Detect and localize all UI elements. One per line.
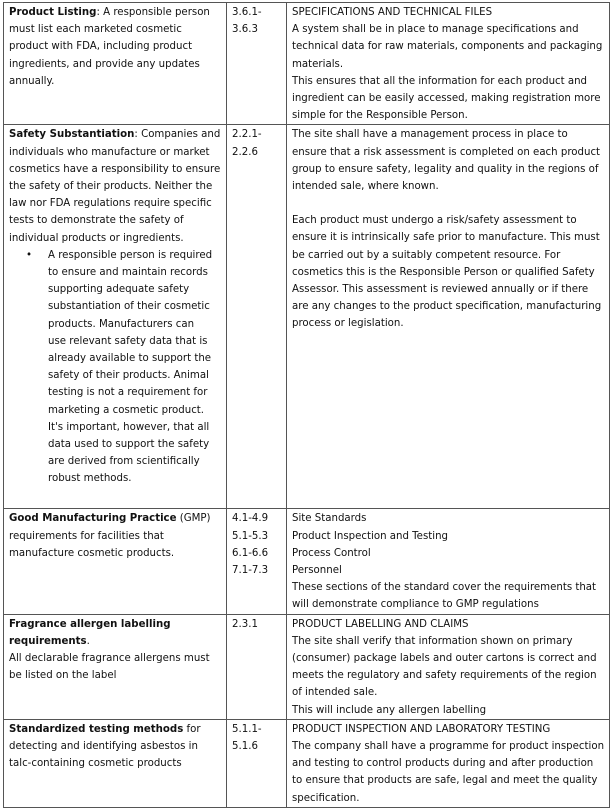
requirement-cell	[4, 614, 227, 719]
section-paragraph: The company shall have a programme for product inspection and testing to control products during and after production to ensure that products are safe, legal and meet the quality specification.	[292, 741, 605, 804]
requirement-description: (GMP) requirements for facilities that manufacture cosmetic products.	[9, 513, 211, 559]
section-paragraph: This ensures that all the information for each product and ingredient can be easily accessed, making registration more simple for the Responsible Person.	[292, 75, 601, 122]
requirement-title: Good Manufacturing Practice	[9, 513, 177, 525]
requirement-description: .	[86, 635, 90, 647]
standard-cell	[287, 614, 610, 719]
standard-cell	[287, 125, 610, 509]
section-paragraph: These sections of the standard cover the requirements that will demonstrate compliance to GMP regulations	[292, 582, 597, 611]
requirement-text	[9, 4, 222, 90]
table-row	[4, 3, 610, 125]
requirement-title: Fragrance allergen labelling requirements	[9, 618, 171, 647]
section-item: Product Inspection and Testing	[292, 530, 448, 542]
standard-cell	[287, 3, 610, 125]
clause-ref: 2.2.1-2.2.6	[232, 129, 262, 158]
clause-ref: 7.1-7.3	[232, 565, 269, 577]
bullet-list	[9, 247, 222, 488]
table-row	[4, 125, 610, 509]
requirement-description: : Companies and individuals who manufacture or market cosmetics have a responsibility to ensure the safety of their products. Neither the law nor FDA regulations require specific tests to demonstrate the safety of individual products or ingredients.	[9, 129, 221, 244]
clause-cell	[227, 509, 287, 614]
paragraph-gap	[292, 195, 605, 212]
requirement-title: Safety Substantiation	[9, 129, 135, 141]
requirement-title: Standardized testing methods	[9, 723, 184, 735]
requirement-cell	[4, 719, 227, 807]
clause-ref: 5.1-5.3	[232, 530, 269, 542]
requirement-text	[9, 510, 222, 562]
standard-cell	[287, 509, 610, 614]
requirement-cell	[4, 3, 227, 125]
section-item: Site Standards	[292, 513, 367, 525]
table-row	[4, 719, 610, 807]
clause-cell	[227, 614, 287, 719]
section-heading: PRODUCT LABELLING AND CLAIMS	[292, 618, 469, 630]
requirement-description: for detecting and identifying asbestos in talc-containing cosmetic products	[9, 723, 201, 770]
section-paragraph: The site shall have a management process in place to ensure that a risk assessment is completed on each product group to ensure safety, legality and quality in the regions of intended sale, where known.	[292, 129, 601, 193]
requirement-text	[9, 126, 222, 246]
clause-cell	[227, 719, 287, 807]
requirement-note: All declarable fragrance allergens must be listed on the label	[9, 653, 210, 682]
clause-ref: 5.1.1-5.1.6	[232, 723, 262, 753]
requirement-title: Product Listing	[9, 7, 97, 18]
requirement-description: : A responsible person must list each marketed cosmetic product with FDA, including product ingredients, and provide any updates annually.	[9, 7, 210, 87]
section-item: Process Control	[292, 547, 371, 559]
section-heading: SPECIFICATIONS AND TECHNICAL FILES	[292, 7, 493, 18]
section-paragraph: The site shall verify that information shown on primary (consumer) package labels and outer cartons is correct and meets the regulatory and safety requirements of the region of intended sale.	[292, 635, 597, 699]
requirement-text	[9, 721, 222, 773]
bullet-item: • A responsible person is required to ensure and maintain records supporting adequate safety substantiation of their cosmetic products. Manufacturers can use relevant safety data that is already available to support the safety of their products. Animal testing is not a requirement for marketing a cosmetic product. It's important, however, that all data used to support the safety are derived from scientifically robust methods.	[48, 247, 222, 488]
compliance-table	[3, 2, 610, 808]
clause-ref: 2.3.1	[232, 618, 258, 630]
clause-cell	[227, 125, 287, 509]
clause-ref: 6.1-6.6	[232, 547, 269, 559]
section-item: Personnel	[292, 565, 342, 577]
section-paragraph: A system shall be in place to manage specifications and technical data for raw materials, components and packaging materials.	[292, 24, 603, 70]
section-paragraph: This will include any allergen labelling	[292, 704, 487, 716]
standard-cell	[287, 719, 610, 807]
clause-cell	[227, 3, 287, 125]
table-row	[4, 509, 610, 614]
section-heading: PRODUCT INSPECTION AND LABORATORY TESTING	[292, 723, 551, 735]
table-row	[4, 614, 610, 719]
section-paragraph: Each product must undergo a risk/safety assessment to ensure it is intrinsically safe prior to manufacture. This must be carried out by a suitably competent resource. For cosmetics this is the Responsible Person or qualified Safety Assessor. This assessment is reviewed annually or if there are any changes to the product specification, manufacturing process or legislation.	[292, 215, 602, 330]
clause-ref: 4.1-4.9	[232, 513, 269, 525]
requirement-cell	[4, 125, 227, 509]
requirement-cell	[4, 509, 227, 614]
clause-ref: 3.6.1-3.6.3	[232, 7, 262, 36]
requirement-text	[9, 616, 222, 650]
